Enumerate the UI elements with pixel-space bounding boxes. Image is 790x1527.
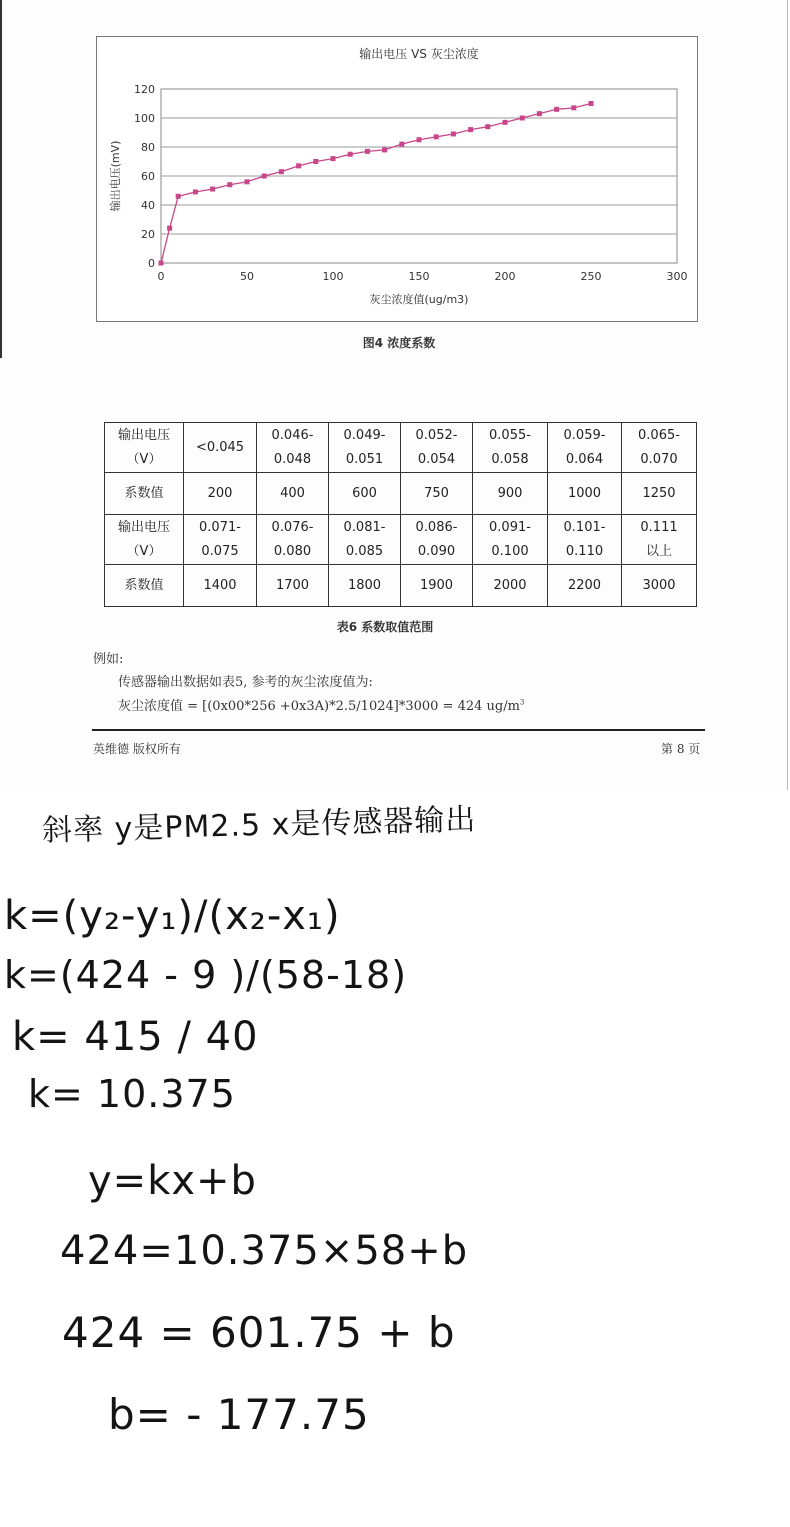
voltage-range-cell <box>184 515 257 565</box>
x-tick-label: 100 <box>322 270 344 283</box>
chart-title: 输出电压 VS 灰尘浓度 <box>359 47 479 61</box>
data-point <box>468 127 473 132</box>
figure-caption: 图4 浓度系数 <box>362 336 436 350</box>
voltage-range-cell <box>257 515 329 565</box>
voltage-range-end: 0.075 <box>201 543 239 559</box>
coefficient-value-cell: 1000 <box>548 473 622 515</box>
data-point <box>227 182 232 187</box>
handwritten-line-2: k=(424 - 9 )/(58-18) <box>4 953 408 997</box>
y-tick-label: 60 <box>141 170 155 183</box>
voltage-range-end: 0.110 <box>565 543 604 559</box>
voltage-range-start: 0.059- <box>563 427 606 443</box>
footer-rule <box>92 729 705 731</box>
voltage-range-cell <box>473 515 548 565</box>
coefficient-header-cell: 系数值 <box>105 565 184 607</box>
chart-frame <box>96 36 698 322</box>
voltage-range-cell <box>473 423 548 473</box>
handwritten-line-4: k= 10.375 <box>28 1072 236 1116</box>
voltage-range-end: 0.054 <box>417 451 456 467</box>
voltage-range-cell <box>401 515 473 565</box>
voltage-range-start: 0.081- <box>343 519 386 535</box>
coefficient-value-cell: 1900 <box>401 565 473 607</box>
voltage-range-cell <box>548 423 622 473</box>
coefficient-header-cell: 系数值 <box>105 473 184 515</box>
handwritten-line-7: 424 = 601.75 + b <box>62 1308 456 1357</box>
y-tick-label: 80 <box>141 141 155 154</box>
voltage-range-start: 0.065- <box>638 427 680 443</box>
y-tick-label: 100 <box>134 112 155 125</box>
example-formula-main: 灰尘浓度值 = [(0x00*256 +0x3A)*2.5/1024]*3000 = 424 ug/m <box>118 699 520 714</box>
handwritten-line-8: b= - 177.75 <box>108 1390 370 1439</box>
voltage-header-line1: 输出电压 <box>117 519 170 535</box>
page-left-edge <box>0 0 2 358</box>
data-point <box>537 111 542 116</box>
data-point <box>193 189 198 194</box>
y-tick-label: 0 <box>148 257 155 270</box>
y-axis-label: 输出电压(mV) <box>109 140 122 212</box>
x-tick-label: 300 <box>666 270 688 283</box>
coefficient-row <box>105 473 697 515</box>
data-point <box>571 105 576 110</box>
coefficient-value-cell: 400 <box>257 473 329 515</box>
handwritten-line-6: 424=10.375×58+b <box>60 1228 469 1274</box>
coefficient-value-cell: 3000 <box>622 565 697 607</box>
data-point <box>520 116 525 121</box>
data-point <box>210 187 215 192</box>
page-right-edge <box>787 0 788 790</box>
voltage-range-start: <0.045 <box>195 439 245 455</box>
handwritten-line-5: y=kx+b <box>88 1158 257 1204</box>
example-label: 例如: <box>93 652 124 667</box>
voltage-range-cell <box>329 515 401 565</box>
data-point <box>589 101 594 106</box>
data-point <box>262 174 267 179</box>
voltage-range-cell <box>548 515 622 565</box>
y-tick-label: 120 <box>134 83 155 96</box>
coefficient-value-cell: 900 <box>473 473 548 515</box>
y-tick-label: 40 <box>141 199 155 212</box>
voltage-range-end: 0.058 <box>491 451 529 467</box>
voltage-range-cell <box>184 423 257 473</box>
example-formula <box>118 695 524 714</box>
voltage-range-start: 0.086- <box>415 519 458 535</box>
voltage-range-cell <box>329 423 401 473</box>
data-point <box>348 152 353 157</box>
x-tick-label: 200 <box>494 270 516 283</box>
coefficient-value-cell: 1700 <box>257 565 329 607</box>
voltage-range-cell <box>622 423 697 473</box>
data-point <box>485 124 490 129</box>
x-axis-label: 灰尘浓度值(ug/m3) <box>369 293 469 306</box>
data-point <box>331 156 336 161</box>
table-caption: 表6 系数取值范围 <box>336 620 434 634</box>
voltage-range-start: 0.049- <box>343 427 386 443</box>
data-point <box>245 179 250 184</box>
voltage-range-end: 0.080 <box>273 543 312 559</box>
coefficient-table <box>104 422 697 607</box>
coefficient-value-cell: 750 <box>401 473 473 515</box>
coefficient-value-cell: 1250 <box>622 473 697 515</box>
voltage-range-cell <box>257 423 329 473</box>
voltage-row <box>105 515 697 565</box>
coefficient-value-cell: 200 <box>184 473 257 515</box>
voltage-range-start: 0.091- <box>489 519 531 535</box>
data-point <box>176 194 181 199</box>
data-point <box>159 261 164 266</box>
voltage-range-start: 0.046- <box>271 427 314 443</box>
coefficient-value-cell: 2000 <box>473 565 548 607</box>
handwritten-line-3: k= 415 / 40 <box>12 1014 259 1060</box>
voltage-range-start: 0.076- <box>271 519 314 535</box>
voltage-header-cell <box>105 515 184 565</box>
voltage-header-line2: （V） <box>126 451 162 467</box>
voltage-header-line2: （V） <box>126 543 162 559</box>
coefficient-row <box>105 565 697 607</box>
x-tick-label: 50 <box>240 270 254 283</box>
voltage-range-end: 以上 <box>645 543 672 559</box>
voltage-range-cell <box>401 423 473 473</box>
voltage-range-start: 0.052- <box>415 427 458 443</box>
x-tick-label: 250 <box>580 270 602 283</box>
data-point <box>313 159 318 164</box>
coefficient-value-cell: 600 <box>329 473 401 515</box>
voltage-range-start: 0.101- <box>563 519 606 535</box>
data-point <box>417 137 422 142</box>
coefficient-value-cell: 2200 <box>548 565 622 607</box>
voltage-range-end: 0.064 <box>565 451 604 467</box>
example-formula-superscript: 3 <box>519 698 525 707</box>
data-point <box>296 163 301 168</box>
data-point <box>503 120 508 125</box>
voltage-range-end: 0.051 <box>345 451 384 467</box>
voltage-range-start: 0.055- <box>489 427 531 443</box>
handwritten-heading: 斜率 y是PM2.5 x是传感器输出 <box>41 802 477 849</box>
data-point <box>434 134 439 139</box>
voltage-range-end: 0.090 <box>417 543 456 559</box>
footer-copyright: 英维德 版权所有 <box>93 742 181 756</box>
handwritten-line-1: k=(y₂-y₁)/(x₂-x₁) <box>4 893 341 939</box>
voltage-range-end: 0.070 <box>640 451 678 467</box>
coefficient-value-cell: 1400 <box>184 565 257 607</box>
example-line-1: 传感器输出数据如表5, 参考的灰尘浓度值为: <box>118 675 373 690</box>
x-tick-label: 150 <box>408 270 430 283</box>
footer-page-number: 第 8 页 <box>661 742 701 756</box>
data-point <box>382 147 387 152</box>
voltage-range-end: 0.100 <box>491 543 529 559</box>
chart-svg <box>97 37 697 321</box>
data-point <box>365 149 370 154</box>
voltage-range-end: 0.048 <box>273 451 312 467</box>
x-tick-label: 0 <box>157 270 165 283</box>
voltage-range-start: 0.111 <box>640 519 678 535</box>
data-point <box>554 107 559 112</box>
voltage-range-cell <box>622 515 697 565</box>
data-point <box>279 169 284 174</box>
voltage-range-end: 0.085 <box>345 543 384 559</box>
voltage-row <box>105 423 697 473</box>
y-tick-label: 20 <box>141 228 155 241</box>
data-point <box>451 131 456 136</box>
data-point <box>167 226 172 231</box>
coefficient-value-cell: 1800 <box>329 565 401 607</box>
voltage-header-cell <box>105 423 184 473</box>
voltage-header-line1: 输出电压 <box>117 427 170 443</box>
voltage-range-start: 0.071- <box>199 519 241 535</box>
data-point <box>399 142 404 147</box>
